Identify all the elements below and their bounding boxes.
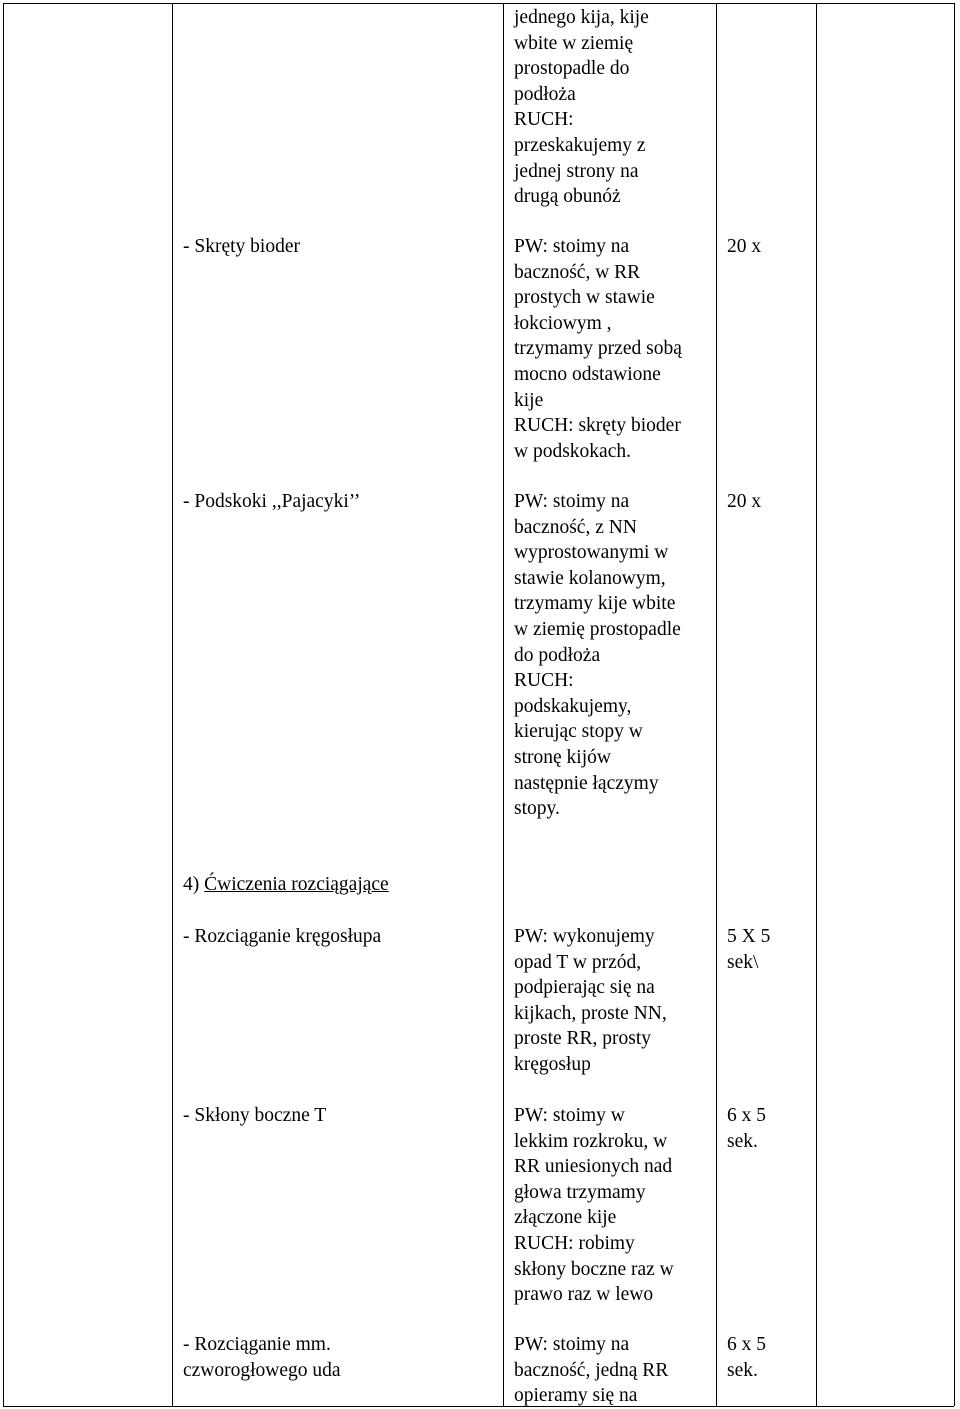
exercise-repetitions: 6 x 5 sek. <box>727 1105 766 1152</box>
exercise-description: PW: stoimy na baczność, jedną RR opieramy się na <box>514 1334 669 1407</box>
section-number: 4) <box>183 874 205 895</box>
exercise-name: - Skręty bioder <box>183 236 300 257</box>
table-border-left <box>3 3 4 1406</box>
column-divider <box>172 3 173 1406</box>
table-border-top <box>3 3 954 4</box>
exercise-repetitions: 6 x 5 sek. <box>727 1334 766 1381</box>
exercise-description: PW: wykonujemy opad T w przód, podpierając się na kijkach, proste NN, proste RR, prosty kręgosłup <box>514 926 667 1075</box>
exercise-name: - Rozciąganie mm. czworogłowego uda <box>183 1334 341 1381</box>
exercise-name: - Skłony boczne T <box>183 1105 327 1126</box>
table-border-bottom <box>3 1406 954 1407</box>
column-divider <box>503 3 504 1406</box>
section-title: Ćwiczenia rozciągające <box>204 874 389 895</box>
exercise-description: jednego kija, kije wbite w ziemię prostopadle do podłoża RUCH: przeskakujemy z jednej strony na drugą obunóż <box>514 7 649 208</box>
table-border-right <box>954 3 955 1406</box>
exercise-description: PW: stoimy na baczność, z NN wyprostowanymi w stawie kolanowym, trzymamy kije wbite w ziemię prostopadle do podłoża RUCH: podskakujemy, kierując stopy w stronę kijów następnie łączymy stopy. <box>514 491 681 820</box>
exercise-repetitions: 5 X 5 sek\ <box>727 926 771 973</box>
exercise-description: PW: stoimy na baczność, w RR prostych w stawie łokciowym , trzymamy przed sobą mocno odstawione kije RUCH: skręty bioder w podskokach. <box>514 236 682 462</box>
section-heading <box>183 872 503 898</box>
column-divider <box>716 3 717 1406</box>
column-divider <box>816 3 817 1406</box>
exercise-name: - Rozciąganie kręgosłupa <box>183 926 382 947</box>
exercise-repetitions: 20 x <box>727 491 762 512</box>
exercise-repetitions: 20 x <box>727 236 762 257</box>
exercise-description: PW: stoimy w lekkim rozkroku, w RR uniesionych nad głowa trzymamy złączone kije RUCH: robimy skłony boczne raz w prawo raz w lewo <box>514 1105 674 1306</box>
exercise-name: - Podskoki ,,Pajacyki’’ <box>183 491 361 512</box>
